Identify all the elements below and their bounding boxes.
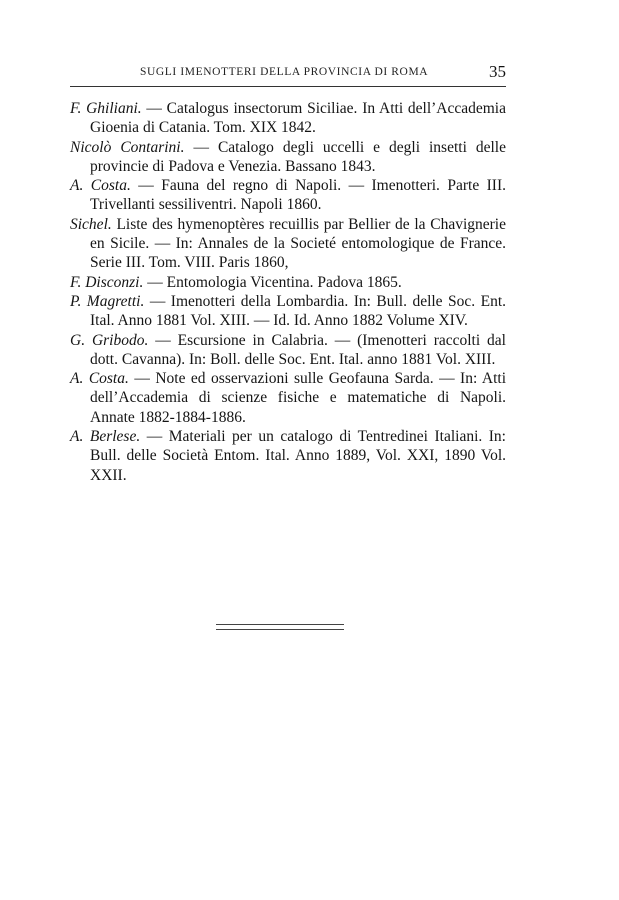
entry-author: A. Costa. (70, 370, 129, 388)
entry-text: — Catalogus insectorum Siciliae. In Atti dell’Accademia Gioenia di Catania. Tom. XIX 1842. (90, 100, 506, 137)
running-title: SUGLI IMENOTTERI DELLA PROVINCIA DI ROMA (140, 66, 429, 78)
entry-author: Sichel. (70, 215, 112, 233)
bibliography-entry (70, 176, 506, 215)
entry-text: — Materiali per un catalogo di Tentredinei Italiani. In: Bull. delle Società Entom. Ital. Anno 1889, Vol. XXI, 1890 Vol. XXII. (90, 428, 506, 484)
page-number: 35 (489, 62, 506, 81)
bibliography-entry (70, 215, 506, 273)
entry-author: A. Costa. (70, 177, 131, 195)
bibliography-entry (70, 331, 506, 370)
entry-text: — Entomologia Vicentina. Padova 1865. (147, 273, 402, 291)
entry-text: Liste des hymenoptères recuillis par Bellier de la Chavignerie en Sicile. — In: Annales de la Societé entomologique de France. Serie III. Tom. VIII. Paris 1860, (90, 215, 506, 272)
entry-author: G. Gribodo. (70, 331, 149, 349)
entry-author: F. Ghiliani. (70, 100, 142, 117)
entry-text: — Note ed osservazioni sulle Geofauna Sarda. — In: Atti dell’Accademia di scienze fisiche e matematiche di Napoli. Annate 1882-1884-1886. (90, 370, 507, 426)
entry-author: F. Disconzi. (70, 273, 144, 291)
entry-author: Nicolò Contarini. (70, 138, 185, 156)
bibliography-list (70, 99, 506, 485)
entry-text: — Escursione in Calabria. — (Imenotteri raccolti dal dott. Cavanna). In: Boll. delle Soc. Ent. Ital. anno 1881 Vol. XIII. (90, 331, 506, 368)
bibliography-entry (70, 369, 506, 427)
entry-text: — Catalogo degli uccelli e degli insetti delle provincie di Padova e Venezia. Bassano 1843. (90, 138, 506, 175)
page-header (70, 62, 506, 87)
bibliography-entry (70, 99, 506, 138)
bibliography-entry (70, 292, 506, 331)
end-ornament-rule (216, 624, 344, 630)
bibliography-entry (70, 138, 506, 177)
bibliography-entry (70, 427, 506, 485)
entry-author: A. Berlese. (70, 428, 141, 446)
entry-text: — Imenotteri della Lombardia. In: Bull. delle Soc. Ent. Ital. Anno 1881 Vol. XIII. — Id. Id. Anno 1882 Volume XIV. (90, 292, 507, 330)
entry-text: — Fauna del regno di Napoli. — Imenotteri. Parte III. Trivellanti sessiliventri. Napoli 1860. (90, 177, 506, 214)
entry-author: P. Magretti. (70, 292, 145, 310)
bibliography-entry (70, 273, 506, 292)
